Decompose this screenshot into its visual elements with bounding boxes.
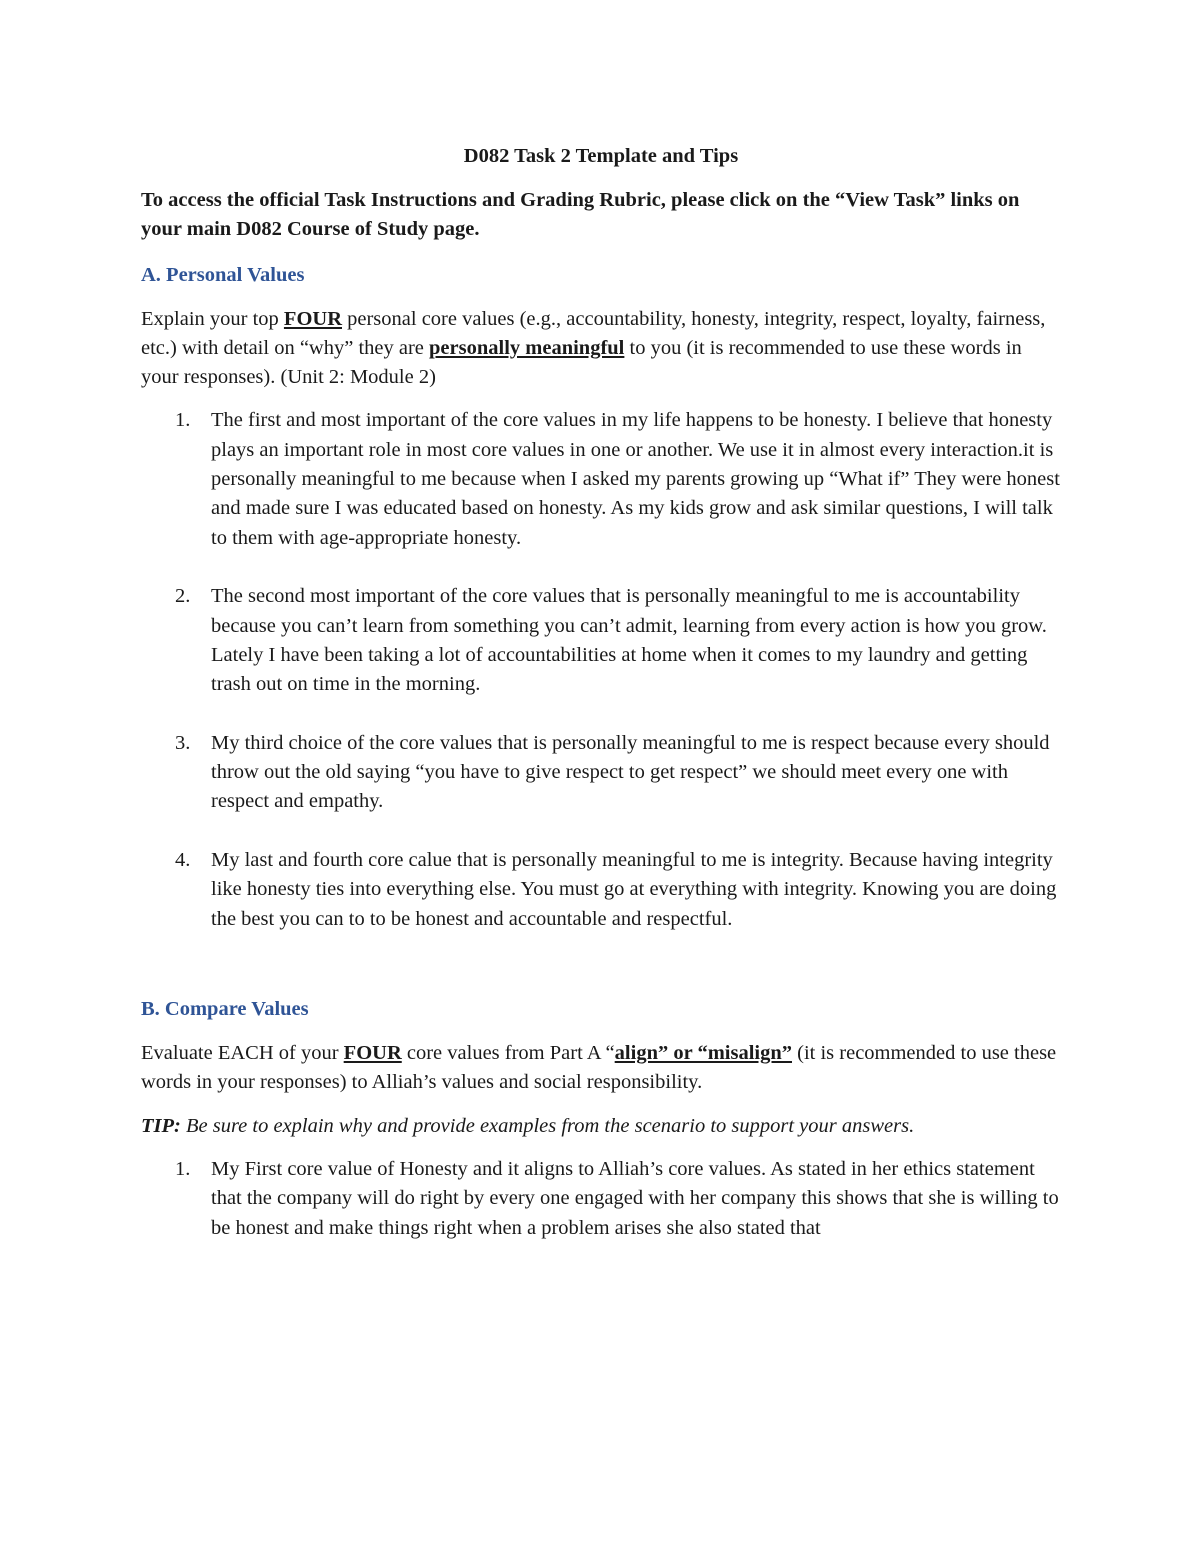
section-b-intro-part2: core values from Part A “ (401, 1042, 615, 1065)
section-a-intro-part1: Explain your top (141, 307, 284, 330)
list-item-number: 1. (175, 1158, 191, 1181)
section-a-intro-part2: personal core values (e.g., accountability, honesty, integrity, respect, loyalty, fairness, etc.) with detail on “why” they are (141, 307, 1046, 359)
list-item (141, 406, 1061, 552)
section-a-intro-emphasis-meaningful: personally meaningful (429, 336, 625, 359)
document-title: D082 Task 2 Template and Tips (463, 145, 739, 167)
list-item-text: My third choice of the core values that is personally meaningful to me is respect because every should throw out the old saying “you have to give respect to get respect” we should meet every one with respect and empathy. (211, 731, 1050, 813)
list-item-number: 2. (175, 585, 191, 608)
section-a-intro (141, 305, 1061, 393)
tip-label: TIP: (141, 1114, 181, 1137)
tip-text: Be sure to explain why and provide examples from the scenario to support your answers. (180, 1114, 915, 1137)
section-a-answer-list (141, 406, 1061, 933)
section-b-answer-list (141, 1155, 1061, 1243)
section-b-intro-part1: Evaluate EACH of your (141, 1042, 344, 1065)
list-item-text: The second most important of the core values that is personally meaningful to me is accountability because you can’t learn from something you can’t admit, learning from every action is how you grow. Lately I have been taking a lot of accountabilities at home when it comes to my laundry and getting trash out on time in the morning. (211, 585, 1047, 696)
section-b-heading: B. Compare Values (141, 998, 309, 1021)
section-a-intro-emphasis-four: FOUR (283, 307, 342, 330)
section-a-intro-part3: to you (it is recommended to use these words in your responses). (Unit 2: Module 2) (141, 336, 1022, 389)
section-b-intro-part3: (it is recommended to use these words in your responses) to Alliah’s values and social responsibility. (141, 1042, 1057, 1094)
list-item-number: 1. (175, 409, 191, 432)
list-item-number: 4. (175, 848, 191, 871)
list-item-text: My First core value of Honesty and it aligns to Alliah’s core values. As stated in her ethics statement that the company will do right by every one engaged with her company this shows that she is willing to be honest and make things right when a problem arises she also stated that (211, 1158, 1059, 1239)
list-item (141, 582, 1061, 699)
list-item-text: My last and fourth core calue that is personally meaningful to me is integrity. Because having integrity like honesty ties into everything else. You must go at everything with integrity. Knowing you are doing the best you can to to be honest and accountable and respectful. (211, 848, 1057, 930)
section-b-intro-emphasis-align: align” or “misalign” (614, 1042, 792, 1065)
list-item-text: The first and most important of the core values in my life happens to be honesty. I believe that honesty plays an important role in most core values in one or another. We use it in almost every interaction.it is personally meaningful to me because when I asked my parents growing up “What if” They were honest and made sure I was educated based on honesty. As my kids grow and ask similar questions, I will talk to them with age-appropriate honesty. (211, 409, 1060, 549)
access-instructions: To access the official Task Instructions and Grading Rubric, please click on the “View Task” links on your main D082 Course of Study page. (141, 189, 1020, 241)
section-b-intro (141, 1039, 1061, 1098)
section-b-intro-emphasis-four: FOUR (343, 1042, 402, 1065)
list-item (141, 846, 1061, 934)
list-item (141, 1155, 1061, 1243)
section-spacer (141, 963, 1061, 993)
section-a-heading: A. Personal Values (141, 263, 305, 286)
document-page (141, 138, 1061, 1272)
list-item-number: 3. (175, 731, 191, 754)
tip-note (141, 1112, 1061, 1141)
list-item (141, 729, 1061, 817)
